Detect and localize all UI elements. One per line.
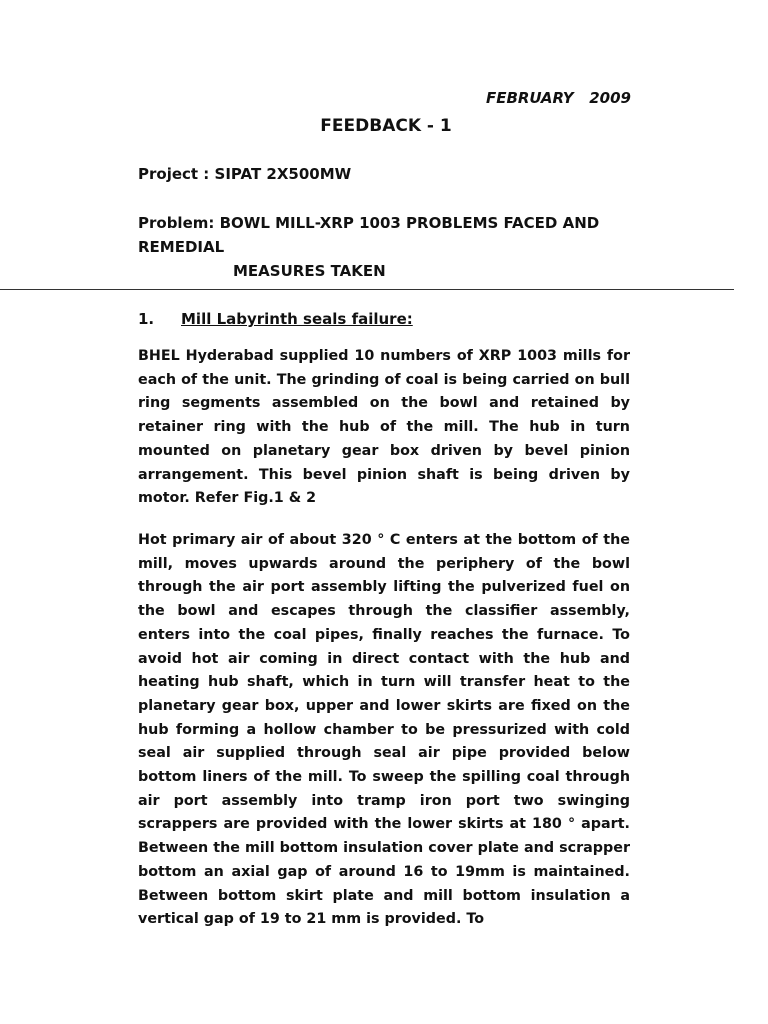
document-title: FEEDBACK - 1 (320, 116, 452, 136)
problem-line-2: MEASURES TAKEN (233, 262, 386, 280)
problem-line-1: Problem: BOWL MILL-XRP 1003 PROBLEMS FACED AND REMEDIAL (138, 214, 600, 256)
body-paragraph-2: Hot primary air of about 320 ° C enters at the bottom of the mill, moves upwards around the periphery of the bowl through the air port assembly lifting the pulverized fuel on the bowl and escapes through the classifier assembly, enters into the coal pipes, finally reaches the furnace. To avoid hot air coming in direct contact with the hub and heating hub shaft, which in turn will transfer heat to the planetary gear box, upper and lower skirts are fixed on the hub forming a hollow chamber to be pressurized with cold seal air supplied through seal air pipe provided below bottom liners of the mill. To sweep the spilling coal through air port assembly into tramp iron port two swinging scrappers are provided with the lower skirts at 180 ° apart. Between the mill bottom insulation cover plate and scrapper bottom an axial gap of around 16 to 19mm is maintained. Between bottom skirt plate and mill bottom insulation a vertical gap of 19 to 21 mm is provided. To (138, 532, 630, 928)
project-line: Project : SIPAT 2X500MW (138, 165, 352, 183)
document-date: FEBRUARY 2009 (485, 89, 631, 107)
section-number: 1. (138, 310, 155, 328)
section-heading (138, 310, 413, 328)
problem-statement (138, 211, 630, 283)
section-title: Mill Labyrinth seals failure: (181, 310, 413, 328)
divider-line (0, 289, 734, 290)
body-paragraph-1: BHEL Hyderabad supplied 10 numbers of XRP 1003 mills for each of the unit. The grinding of coal is being carried on bull ring segments assembled on the bowl and retained by retainer ring with the hub of the mill. The hub in turn mounted on planetary gear box driven by bevel pinion arrangement. This bevel pinion shaft is being driven by motor. Refer Fig.1 & 2 (138, 348, 630, 507)
